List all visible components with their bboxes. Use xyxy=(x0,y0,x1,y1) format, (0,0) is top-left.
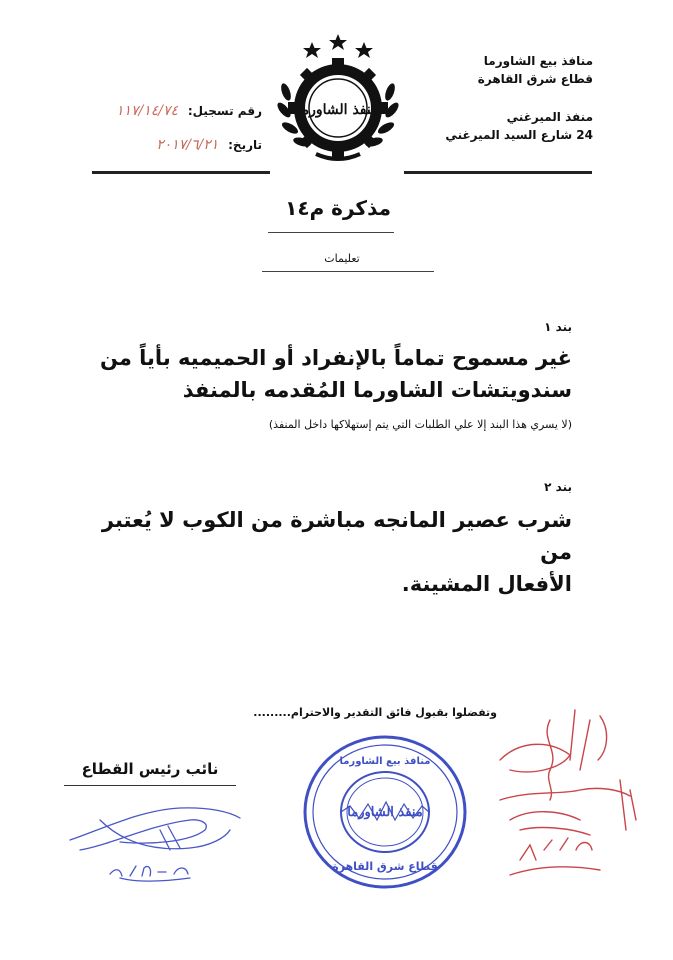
clause-1-note: (لا يسري هذا البند إلا علي الطلبات التي يتم إستهلاكها داخل المنفذ) xyxy=(268,418,572,431)
stamp-top-text: منافذ بيع الشاورما xyxy=(339,756,431,767)
header-divider-right xyxy=(404,171,592,174)
registration-block xyxy=(86,94,262,162)
deputy-title-underline xyxy=(64,785,236,786)
memo-title: مذكرة م١٤ xyxy=(285,196,391,220)
clause-1-text xyxy=(72,342,572,406)
date-label: تاريخ: xyxy=(228,138,262,152)
clause-2-text xyxy=(72,504,572,600)
clause-2-line-1: شرب عصير المانجه مباشرة من الكوب لا يُعتبر من xyxy=(101,508,572,564)
clause-2-label: بند ٢ xyxy=(544,480,572,494)
date-row xyxy=(86,128,262,162)
clause-2-line-2: الأفعال المشينة. xyxy=(401,572,572,596)
registration-row xyxy=(86,94,262,128)
official-stamp-icon xyxy=(300,732,470,892)
registration-number: ١١٧/١٤/٧٤ xyxy=(115,103,179,119)
organization-block xyxy=(403,52,593,144)
branch-name: منفذ الميرغني xyxy=(506,110,593,124)
stamp-bottom-text: قطاع شرق القاهرة xyxy=(332,860,438,873)
memo-subtitle: تعليمات xyxy=(324,252,360,265)
closing-statement: وتفضلوا بقبول فائق التقدير والاحترام......... xyxy=(253,706,497,719)
logo-emblem xyxy=(272,28,404,166)
branch-address: 24 شارع السيد الميرغني xyxy=(445,128,593,142)
stars-icon xyxy=(303,34,373,58)
clause-1-line-1: غير مسموح تماماً بالإنفراد أو الحميميه بأياً من xyxy=(99,346,572,370)
approval-signature-icon xyxy=(480,700,650,900)
org-name: منافذ بيع الشاورما xyxy=(483,54,593,68)
memo-title-underline xyxy=(268,232,394,233)
registration-label: رقم تسجيل: xyxy=(187,104,262,118)
header-divider-left xyxy=(92,171,270,174)
deputy-title: نائب رئيس القطاع xyxy=(81,760,219,778)
clause-1-line-2: سندويتشات الشاورما المُقدمه بالمنفذ xyxy=(182,378,572,402)
logo-text: منفذ الشاورما xyxy=(297,102,379,118)
stamp-center-text: منفذ الشاورما xyxy=(347,805,423,820)
subtitle-underline xyxy=(262,271,434,272)
clause-1-label: بند ١ xyxy=(544,320,572,334)
date-value: ٢٠١٧/٦/٢١ xyxy=(156,137,219,153)
org-sector: قطاع شرق القاهرة xyxy=(477,72,593,86)
deputy-signature-icon xyxy=(40,790,270,900)
